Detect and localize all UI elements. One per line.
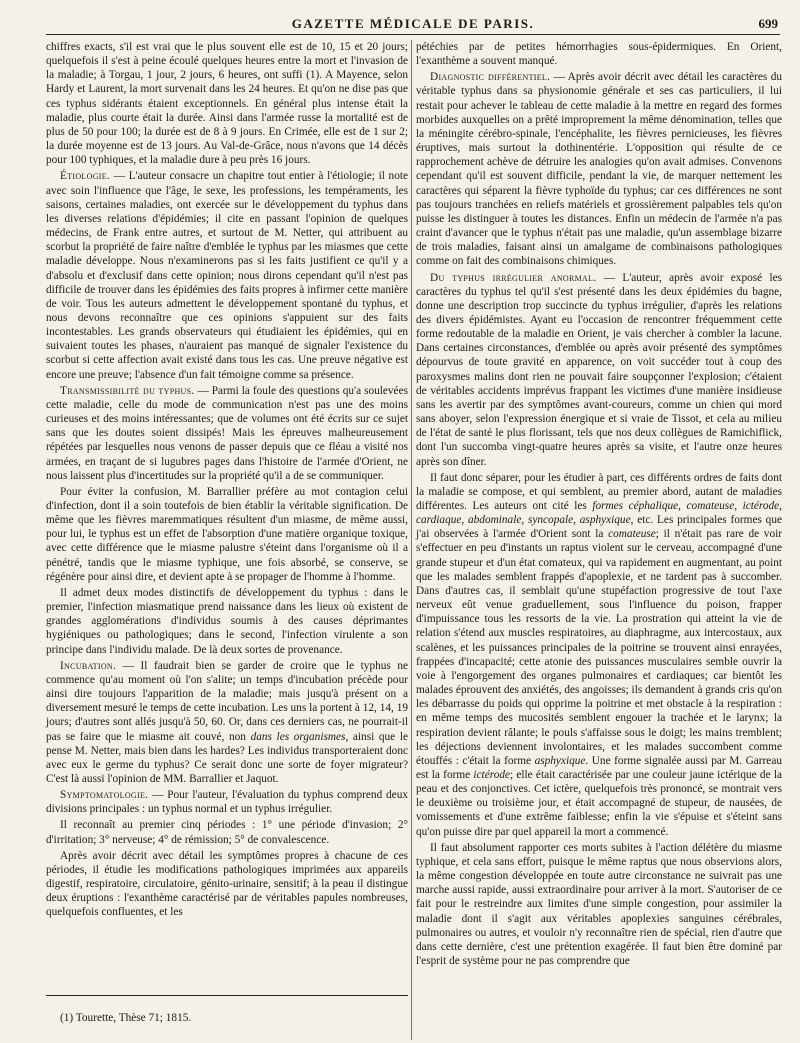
symptomatologie-text: — Pour l'auteur, l'évaluation du typhus comprend deux divisions principales : un typhus normal et un typhus irrégulier. (46, 789, 408, 816)
formes-text-e: ; elle était caractérisée par une couleur jaune ictérique de la peau et des conjonctives. Cet ictère, quelquefois très prononcé, se montrait vers le deuxième ou troisième jour, et était accompagné de stupeur, de nausées, de vomissements et d'une extrême faiblesse; enfin la vie s'épuise et s'éteint sans qu'on puisse dire par quel appareil la mort a commencé. (416, 768, 782, 838)
formes-text-a: Il faut donc séparer, pour les étudier à part, ces différents ordres de faits dont la maladie se compose, et qui semblent, au premier abord, autant de maladies différentes. Les auteurs ont cité les (416, 471, 782, 512)
paragraph-diagnostic (416, 70, 782, 268)
paragraph-duration: chiffres exacts, s'il est vrai que le plus souvent elle est de 10, 15 et 20 jours; quelquefois il s'est à peine écoulé quelques heures entre la mort et l'invasion de la maladie; à Torgau, 1 jour, 2 jours, 6 heures, ont suffi (1). A Mayence, selon Hardy et Laurent, la mort survenait dans les 24 heures. Et qu'on ne dise pas que ces typhus sidérants étaient exceptionnels. En général plus intense était la maladie, plus courte était la durée. Ainsi dans l'armée russe la mortalité est de plus de 50 pour 100; la durée est de 8 à 9 jours. En Crimée, elle est de 1 sur 2; la durée moyenne est de 13 jours. Au Val-de-Grâce, nous n'avons que 14 décès pour 100 typhiques, et la maladie dure à peu près 16 jours. (46, 41, 408, 167)
paragraph-typhus-irregulier (416, 271, 782, 469)
paragraph-incubation (46, 659, 408, 786)
incubation-text-end: , ainsi que le pense M. Netter, mais bien dans les hardes? Les individus transporteraient donc avec eux le germe du typhus? Ce serait donc une sorte de foyer migrateur? C'est là aussi l'opinion de MM. Barrallier et Jaquot. (46, 730, 408, 785)
formes-italic-asphyxique: asphyxique (534, 754, 586, 767)
paragraph-modes: Il admet deux modes distinctifs de développement du typhus : dans le premier, l'infection miasmatique prend naissance dans les lieux où existent de grandes agglomérations d'individus soumis à des causes déprimantes hygiéniques ou pathologiques; dans le second, l'infection virulente a son principe dans l'individu malade. De là deux sortes de provenance. (46, 586, 408, 656)
footnote-rule (46, 995, 408, 996)
footnote: (1) Tourette, Thèse 71; 1815. (60, 1012, 192, 1024)
paragraph-symptomes: Après avoir décrit avec détail les symptômes propres à chacune de ces périodes, il étudie les modifications pathologiques imprimées aux appareils digestif, respiratoire, circulatoire, génito-urinaire, sensitif; à la peau il distingue deux éruptions : l'exanthème caractérisé par de véritables papules nombreuses, quelquefois confluentes, et les (46, 849, 408, 919)
paragraph-petechies: pétéchies par de petites hémorrhagies sous-épidermiques. En Orient, l'exanthème a souvent manqué. (416, 41, 782, 68)
formes-italic-comateuse: comateuse (608, 528, 656, 541)
section-heading-symptomatologie: Symptomatologie. (60, 789, 149, 802)
formes-text-d: . Une forme signalée aussi par M. Garreau est la forme (416, 754, 782, 781)
irregulier-text: — L'auteur, après avoir exposé les caractères du typhus tel qu'il s'est présenté dans les deux épidémies du bagne, donne une description trop succincte du typhus irrégulier, d'après les relations des divers épidémistes. Ayant eu l'occasion de rencontrer fréquemment cette forme redoutable de la maladie en Orient, je vais chercher à combler la lacune. Dans certaines circonstances, d'emblée ou après avoir présenté des symptômes dépourvus de toute gravité en apparence, on voit succéder tout à coup des paroxysmes malins dont rien ne pouvait faire soupçonner l'explosion; c'étaient de véritables accidents imprévus frappant les victimes d'une manière insidieuse sans les avertir par des symptômes avant-coureurs, comme un chien qui mord sans aboyer, selon l'expression énergique et si vraie de Tissot, et cela au milieu de l'état de santé le plus florissant, tels que nos deux collègues de Ramichiflick, dont l'un succomba vingt-quatre heures après sa visite, et l'autre onze heures après son dîner. (416, 271, 782, 468)
formes-text-b: , etc. Les principales formes que j'ai observées à l'armée d'Orient sont la (416, 514, 782, 541)
etiologie-text: — L'auteur consacre un chapitre tout entier à l'étiologie; il note avec soin l'influence que l'âge, le sexe, les professions, les tempéraments, les saisons, certaines maladies, ont exercée sur le développement du typhus dans les diverses relations d'épidémies; il cite en passant l'opinion de quelques médecins, de Frank entre autres, et surtout de M. Netter, qui attribuent au scorbut la propriété de faire naître d'emblée le typhus par les miasmes que cette maladie développe. Nous n'examinerons pas si les faits justifient ce qu'il y a d'absolu et d'exclusif dans cette opinion; nous dirons cependant qu'il n'est pas difficile de trouver dans les épidémies des faits propres à infirmer cette manière de voir. Tous les auteurs admettent le développement spontané du typhus, et nous devons reconnaître que ces opinions s'appuient sur des faits incontestables. Les grands observateurs qui étudiaient les épidémies, qui en suivaient toutes les phases, n'auraient pas manqué de signaler l'existence du scorbut si cette affection avait existé dans tous les cas. Une preuve négative est encore une preuve; l'absence d'un fait témoigne comme sa présence. (46, 170, 408, 381)
paragraph-morts-subites: Il faut absolument rapporter ces morts subites à l'action délétère du miasme typhique, et cela sans effort, puisque le même raptus que nous observions alors, la même congestion développée en toute autre circonstance ne suivrait pas une marche aussi rapide, aussi extraordinaire pour arriver à la mort. S'autoriser de ce fait pour le restreindre aux limites d'une simple congestion, pour assimiler la maladie dont il s'agit aux véritables apoplexies sanguines cérébrales, pulmonaires ou autres, et vouloir n'y reconnaître rien de spécial, rien d'autre que dans cette dernière, c'est une prétention exagérée. Il faut bien être dominé par l'esprit de système pour ne pas comprendre que (416, 841, 782, 967)
paragraph-periodes: Il reconnaît au premier cinq périodes : 1° une période d'invasion; 2° d'irritation; 3° nerveuse; 4° de rémission; 5° de convalescence. (46, 819, 408, 846)
paragraph-symptomatologie (46, 788, 408, 816)
section-heading-diagnostic: Diagnostic différentiel. (430, 71, 551, 84)
paragraph-formes (416, 471, 782, 839)
section-heading-irregulier: Du typhus irrégulier anormal. (430, 271, 597, 284)
right-column (416, 40, 782, 968)
incubation-italic: dans les organismes (250, 730, 346, 743)
section-heading-incubation: Incubation. (60, 659, 117, 672)
paragraph-etiologie (46, 169, 408, 381)
section-heading-etiologie: Étiologie. (60, 170, 111, 183)
formes-italic-icterode: ictérode (473, 768, 510, 781)
journal-title: GAZETTE MÉDICALE DE PARIS. (291, 16, 535, 31)
page-header (46, 14, 780, 35)
formes-italic-list: formes céphalique, comateuse, ictérode, cardiaque, abdominale, syncopale, asphyxique (416, 500, 782, 527)
column-divider (411, 40, 412, 1040)
formes-text-c: ; il n'était pas rare de voir s'effectuer en peu d'instants un raptus violent sur le cerveau, accompagné d'une grande stupeur et d'un état comateux, qui va rapidement en augmentant, au point que les malades semblent frappés d'apoplexie, et ne tardent pas à succomber. Dans d'autres cas, il semblait qu'une stupéfaction progressive de tout l'axe nerveux eût venue graduellement, sous l'influence du poison, frapper d'impuissance tous les ressorts de la vie. La prostration qui atteint la vie de relation s'étend aux muscles respiratoires, au diaphragme, aux intercostaux, aux scalènes, et les puissances principales de la poitrine se trouvent ainsi enrayées, frappées d'incapacité; cette atonie des puissances musculaires semble ouvrir la voie à l'engorgement des organes pulmonaires et cardiaques; car bientôt les malades éprouvent des anxiétés, des angoisses; ils demandent à grands cris qu'on les débarrasse du poids qui opprime la poitrine et met obstacle à la respiration : en même temps des mucosités semblent engouer la trachée et le larynx; la respiration devient râlante; le pouls s'affaisse sous le doigt; les mains tremblent; les déjections deviennent involontaires, et les malades succombent comme étouffés : c'était la forme (416, 528, 782, 767)
left-column (46, 40, 408, 920)
paragraph-confusion: Pour éviter la confusion, M. Barrallier préfère au mot contagion celui d'infection, dont il a soin toutefois de bien établir la véritable signification. De même que les fièvres maremmatiques résultent d'un miasme, de même aussi, pour lui, le typhus est un effet de l'absorption d'une matière organique toxique, avec cette différence que le miasme palustre s'éteint dans l'organisme où il a pénétré, tandis que le miasme typhique, une fois absorbé, se conserve, se régénère pour ainsi dire, et devient apte à se propager de l'homme à l'homme. (46, 485, 408, 583)
diagnostic-text: — Après avoir décrit avec détail les caractères du véritable typhus dans sa physionomie générale et ses cas particuliers, il lui restait pour achever le tableau de cette maladie à la mettre en regard des formes morbides auxquelles on a prêté improprement la même dénomination, telles que la méningite cérébro-spinale, l'encéphalite, les fièvres pernicieuses, les fièvres éruptives, mais surtout la dothinentérie. L'opposition qui résulte de ce rapprochement achève de détruire les analogies qu'on avait admises. Convenons cependant qu'il est souvent difficile, pendant la vie, de marquer nettement les caractères qui séparent la fièvre typhoïde du typhus; car ces différences ne sont pas toujours tranchées en reliefs matériels et grossièrement palpables tels qu'on puisse les distinguer à toutes les distances. Enfin un médecin de l'armée n'a pas craint d'avancer que le typhus n'était pas une maladie, qu'un assemblage bizarre de trois maladies, faisant ainsi un amalgame de combinaisons pathologiques comme on fait des combinaisons chimiques. (416, 71, 782, 268)
incubation-text: — Il faudrait bien se garder de croire que le typhus ne commence qu'au moment où l'on s'alite; un temps d'incubation précède pour ainsi dire toujours l'apparition de la maladie; mais jusqu'à présent on a diversement mesuré le temps de cette incubation. Les uns la portent à 12, 14, 19 jours; d'autres sont allés jusqu'à 50, 60. Or, dans ces derniers cas, ne pourrait-il pas se faire que le miasme ait couvé, non (46, 659, 408, 743)
transmissibilite-text: — Parmi la foule des questions qu'a soulevées cette maladie, celle du mode de communication n'est pas une des moins curieuses et des moins intéressantes; que de volumes ont été écrits sur ce sujet sans que les doutes soient dissipés! Mais les épreuves malheureusement répétées par lesquelles nous venons de passer depuis que ce fléau a visité nos armées, en traçant de si lugubres pages dans l'histoire de l'armée d'Orient, ne nous laissent plus d'incertitudes sur la propriété qu'il a de se communiquer. (46, 384, 408, 482)
page-number: 699 (758, 16, 778, 31)
paragraph-transmissibilite (46, 384, 408, 483)
section-heading-transmissibilite: Transmissibilité du typhus. (60, 384, 195, 397)
